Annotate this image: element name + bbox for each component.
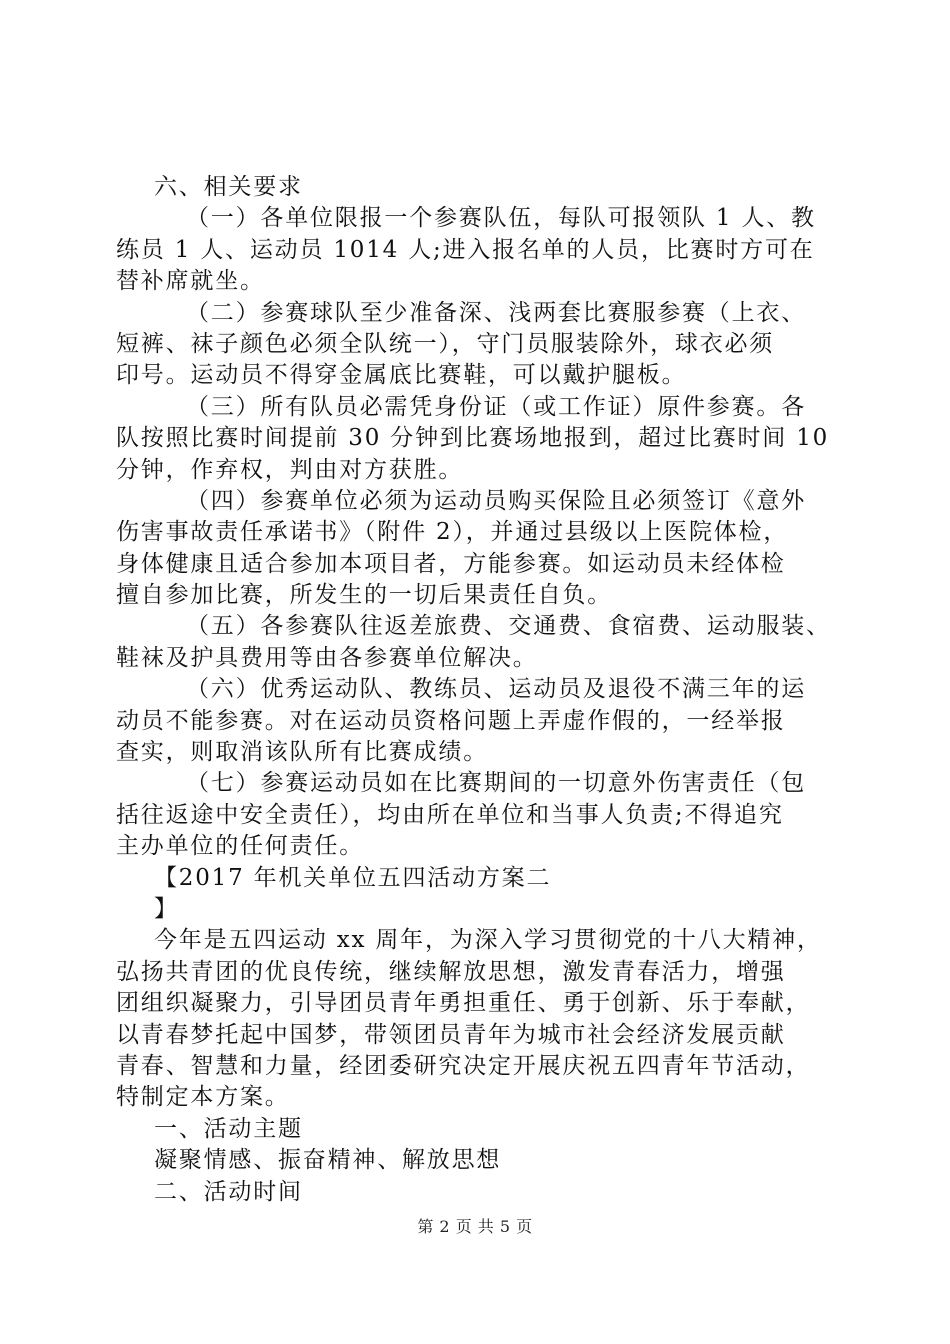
paragraph-line: （二）参赛球队至少准备深、浅两套比赛服参赛（上衣、 — [186, 299, 806, 326]
paragraph-line: 主办单位的任何责任。 — [116, 833, 364, 860]
paragraph-line: 替补席就坐。 — [116, 268, 265, 295]
paragraph-line: 队按照比赛时间提前 30 分钟到比赛场地报到，超过比赛时间 10 — [116, 425, 830, 452]
paragraph-line: 伤害事故责任承诺书》（附件 2），并通过县级以上医院体检， — [116, 519, 789, 546]
page-footer: 第 2 页 共 5 页 — [417, 1217, 533, 1236]
paragraph-line: 括往返途中安全责任），均由所在单位和当事人负责;不得追究 — [116, 801, 784, 828]
section-heading-time: 二、活动时间 — [154, 1178, 303, 1205]
paragraph-line: 动员不能参赛。对在运动员资格问题上弄虚作假的，一经举报 — [116, 707, 786, 734]
paragraph-line: 凝聚情感、振奋精神、解放思想 — [154, 1147, 502, 1174]
paragraph-line: （三）所有队员必需凭身份证（或工作证）原件参赛。各 — [186, 393, 806, 420]
paragraph-line: 分钟，作弃权，判由对方获胜。 — [116, 456, 464, 483]
section-title-plan-two-close: 】 — [154, 895, 179, 922]
paragraph-line: 团组织凝聚力，引导团员青年勇担重任、勇于创新、乐于奉献， — [116, 990, 811, 1017]
paragraph-line: 印号。运动员不得穿金属底比赛鞋，可以戴护腿板。 — [116, 362, 687, 389]
paragraph-line: 查实，则取消该队所有比赛成绩。 — [116, 739, 488, 766]
paragraph-line: 青春、智慧和力量，经团委研究决定开展庆祝五四青年节活动， — [116, 1052, 811, 1079]
paragraph-line: （七）参赛运动员如在比赛期间的一切意外伤害责任（包 — [186, 770, 806, 797]
paragraph-line: 特制定本方案。 — [116, 1084, 290, 1111]
section-heading-requirements: 六、相关要求 — [154, 174, 303, 200]
paragraph-line: 擅自参加比赛，所发生的一切后果责任自负。 — [116, 582, 612, 609]
paragraph-line: 身体健康且适合参加本项目者，方能参赛。如运动员未经体检 — [116, 550, 786, 577]
document-body — [116, 172, 836, 1208]
paragraph-line: 以青春梦托起中国梦，带领团员青年为城市社会经济发展贡献 — [116, 1021, 786, 1048]
paragraph-line: 弘扬共青团的优良传统，继续解放思想，激发青春活力，增强 — [116, 958, 786, 985]
paragraph-line: （四）参赛单位必须为运动员购买保险且必须签订《意外 — [186, 487, 806, 514]
section-heading-theme: 一、活动主题 — [154, 1115, 303, 1142]
paragraph-line: （五）各参赛队往返差旅费、交通费、食宿费、运动服装、 — [186, 613, 831, 640]
paragraph-line: 鞋袜及护具费用等由各参赛单位解决。 — [116, 644, 538, 671]
paragraph-line: （六）优秀运动队、教练员、运动员及退役不满三年的运 — [186, 676, 806, 703]
paragraph-line: 练员 1 人、运动员 1014 人;进入报名单的人员，比赛时方可在 — [116, 236, 815, 263]
paragraph-line: 今年是五四运动 xx 周年，为深入学习贯彻党的十八大精神， — [154, 927, 822, 954]
paragraph-line: 短裤、袜子颜色必须全队统一），守门员服装除外，球衣必须 — [116, 330, 775, 357]
section-title-plan-two: 【2017 年机关单位五四活动方案二 — [154, 864, 552, 891]
paragraph-line: （一）各单位限报一个参赛队伍，每队可报领队 1 人、教 — [186, 205, 816, 232]
